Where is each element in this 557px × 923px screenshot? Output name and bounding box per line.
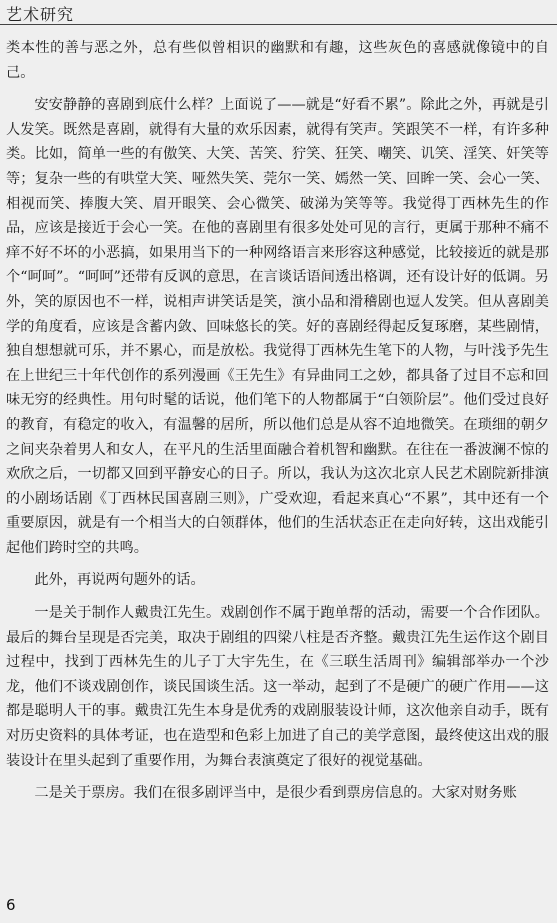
- header-divider: [0, 24, 557, 25]
- paragraph: 二是关于票房。我们在很多剧评当中，是很少看到票房信息的。大家对财务账: [34, 785, 517, 802]
- paragraph-continued: 类本性的善与恶之外，总有些似曾相识的幽默和有趣，这些灰色的喜感就像镜中的自己。: [6, 40, 549, 81]
- journal-title: 艺术研究: [6, 5, 75, 24]
- paragraph: 安安静静的喜剧到底什么样？上面说了——就是“好看不累”。除此之外，再就是引人发笑。既然是喜剧，就得有大量的欢乐因素，就得有笑声。笑跟笑不一样，有许多种类。比如，简单一些的有傲笑、大笑、苦笑、狞笑、狂笑、嘲笑、讥笑、淫笑、奸笑等等；复杂一些的有哄堂大笑、哑然失笑、莞尔一笑、嫣然一笑、回眸一笑、会心一笑、相视而笑、捧腹大笑、眉开眼笑、会心微笑、破涕为笑等等。我觉得丁西林先生的作品，应该是接近于会心一笑。在他的喜剧里有很多处处可见的言行，更属于那种不痛不痒不好不坏的小恶搞，如果用当下的一种网络语言来形容这种感觉，比较接近的就是那个“呵呵”。“呵呵”还带有反讽的意思，在言谈话语间透出格调，还有设计好的低调。另外，笑的原因也不一样，说相声讲笑话是笑，演小品和滑稽剧也逗人发笑。但从喜剧美学的角度看，应该是含蓄内敛、回味悠长的笑。好的喜剧经得起反复琢磨，某些剧情，独自想想就可乐，并不累心，而是放松。我觉得丁西林先生笔下的人物，与叶浅予先生在上世纪三十年代创作的系列漫画《王先生》有异曲同工之妙，都具备了过目不忘和回味无穷的经典性。用句时髦的话说，他们笔下的人物都属于“白领阶层”。他们受过良好的教育，有稳定的收入，有温馨的居所，所以他们总是从容不迫地微笑。在琐细的朝夕之间夹杂着男人和女人，在平凡的生活里面融合着机智和幽默。在往在一番波澜不惊的欢欣之后，一切都又回到平静安心的日子。所以，我认为这次北京人民艺术剧院新排演的小剧场话剧《丁西林民国喜剧三则》，广受欢迎，看起来真心“不累”，其中还有一个重要原因，就是有一个相当大的白领群体，他们的生活状态正在走向好转，这出戏能引起他们跨时空的共鸣。: [6, 97, 549, 556]
- page-number: 6: [6, 896, 16, 914]
- paragraph: 此外，再说两句题外的话。: [34, 572, 205, 589]
- page-header: [0, 0, 557, 26]
- article-body: [6, 36, 549, 814]
- paragraph: 一是关于制作人戴贵江先生。戏剧创作不属于跑单帮的活动，需要一个合作团队。最后的舞台呈现是否完美，取决于剧组的四梁八柱是否齐整。戴贵江先生运作这个剧目过程中，找到丁西林先生的儿子丁大宇先生，在《三联生活周刊》编辑部举办一个沙龙，他们不谈戏剧创作，谈民国谈生活。这一举动，起到了不是硬广的硬广作用——这都是聪明人干的事。戴贵江先生本身是优秀的戏剧服装设计师，这次他亲自动手，既有对历史资料的具体考证，也在造型和色彩上加进了自己的美学意图，最终使这出戏的服装设计在里头起到了重要作用，为舞台表演奠定了很好的视觉基础。: [6, 605, 549, 769]
